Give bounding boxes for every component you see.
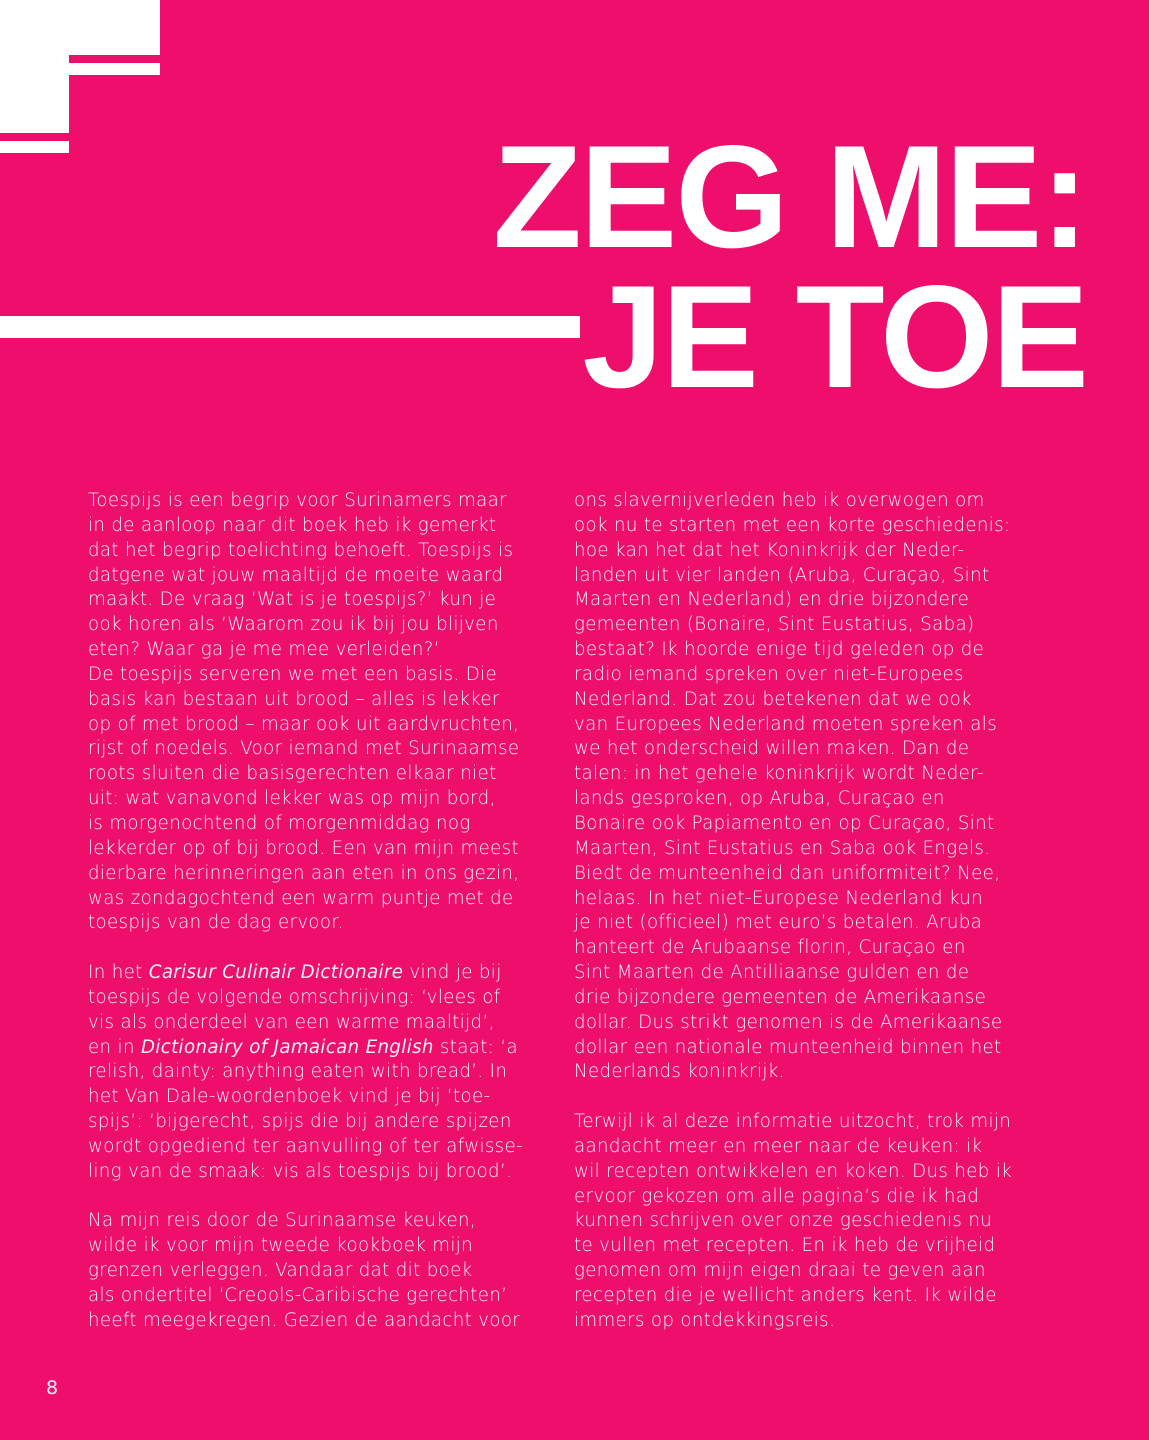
text-line: bestaat? Ik hoorde enige tijd geleden op de [574, 639, 985, 661]
text-line: rijst of noedels. Voor iemand met Surinaamse [88, 738, 520, 760]
book-title-carisur: Carisur Culinair Dictionaire [148, 962, 404, 984]
text-line: ervoor gekozen om alle pagina’s die ik had [574, 1185, 980, 1207]
text-line: hanteert de Arubaanse florin, Curaçao en [574, 937, 966, 959]
text-line: wil recepten ontwikkelen en koken. Dus heb ik [574, 1160, 1013, 1182]
text-run: staat: ‘a [433, 1036, 518, 1058]
text-line: relish, dainty: anything eaten with bread’. In [88, 1061, 508, 1083]
corner-block-left [0, 55, 69, 133]
text-line: recepten die je wellicht anders kent. Ik wilde [574, 1285, 997, 1306]
text-line: De toespijs serveren we met een basis. Die [88, 663, 498, 685]
corner-block-top [0, 0, 160, 55]
paragraph-gap [88, 1185, 558, 1210]
text-line: Biedt de munteenheid dan uniformiteit? Nee, [574, 862, 1001, 884]
text-line: wilde ik voor mijn tweede kookboek mijn [88, 1235, 474, 1257]
text-line: Na mijn reis door de Surinaamse keuken, [88, 1210, 477, 1232]
text-line: ook horen als ‘Waarom zou ik bij jou blijven [88, 614, 499, 636]
text-line: we het onderscheid willen maken. Dan de [574, 738, 970, 760]
text-line: gemeenten (Bonaire, Sint Eustatius, Saba) [574, 614, 975, 636]
text-run: vind je bij [403, 962, 502, 984]
text-run: In het [88, 962, 149, 984]
text-line: was zondagochtend een warm puntje met de [88, 887, 514, 909]
text-line: Nederland. Dat zou betekenen dat we ook [574, 688, 972, 710]
text-line: genomen om mijn eigen draai te geven aan [574, 1260, 986, 1282]
paragraph-gap [88, 936, 558, 961]
text-line: is morgenochtend of morgenmiddag nog [88, 812, 471, 834]
text-line: ling van de smaak: vis als toespijs bij brood’. [88, 1160, 513, 1182]
text-line: Terwijl ik al deze informatie uitzocht, trok mijn [574, 1111, 1012, 1133]
text-line: toespijs de volgende omschrijving: ‘vlees of [88, 986, 501, 1008]
text-line: van Europees Nederland moeten spreken als [574, 713, 998, 735]
text-line: hoe kan het dat het Koninkrijk der Neder- [574, 539, 965, 561]
text-line: toespijs van de dag ervoor. [88, 912, 344, 934]
text-line: datgene wat jouw maaltijd de moeite waard [88, 564, 504, 586]
body-column-right [574, 489, 1044, 1334]
text-line: ook nu te starten met een korte geschiedenis: [574, 514, 1011, 536]
page-title-line-1: ZEG ME: [492, 115, 1087, 278]
text-line: Sint Maarten de Antilliaanse gulden en de [574, 962, 970, 984]
text-line: maakt. De vraag ‘Wat is je toespijs?’ kun je [88, 589, 497, 611]
text-line: talen: in het gehele koninkrijk wordt Neder- [574, 763, 984, 785]
text-line: Maarten, Sint Eustatius en Saba ook Engels. [574, 837, 991, 859]
text-line: dat het begrip toelichting behoeft. Toespijs is [88, 539, 514, 561]
text-line: het Van Dale-woordenboek vind je bij ‘toe- [88, 1086, 491, 1108]
text-line: Nederlands koninkrijk. [574, 1061, 785, 1083]
text-line: eten? Waar ga je me mee verleiden?’ [88, 639, 440, 661]
text-line: lekkerder op of bij brood. Een van mijn meest [88, 837, 519, 859]
text-line: roots sluiten die basisgerechten elkaar niet [88, 763, 497, 785]
text-line: Maarten en Nederland) en drie bijzondere [574, 589, 970, 611]
text-line: heeft meegekregen. Gezien de aandacht voor [88, 1309, 521, 1331]
text-line: Bonaire ook Papiamento en op Curaçao, Sint [574, 812, 995, 834]
text-line: lands gesproken, op Aruba, Curaçao en [574, 788, 945, 810]
text-line: landen uit vier landen (Aruba, Curaçao, Sint [574, 564, 990, 586]
text-line: te vullen met recepten. En ik heb de vrijheid [574, 1235, 996, 1257]
paragraph-gap [574, 1085, 1044, 1110]
corner-stripe-lower [0, 141, 69, 153]
text-line: als ondertitel ‘Creools-Caribische gerechten’ [88, 1285, 508, 1306]
text-line: wordt opgediend ter aanvulling of ter afwisse- [88, 1135, 523, 1157]
text-line: in de aanloop naar dit boek heb ik gemerkt [88, 514, 497, 536]
text-line: aandacht meer en meer naar de keuken: ik [574, 1135, 983, 1157]
body-column-left [88, 489, 558, 1334]
text-line: kunnen schrijven over onze geschiedenis nu [574, 1210, 993, 1232]
text-line [88, 1036, 558, 1061]
text-line: Toespijs is een begrip voor Surinamers maar [88, 490, 507, 511]
text-line: uit: wat vanavond lekker was op mijn bord, [88, 788, 496, 810]
text-line: ons slavernijverleden heb ik overwogen om [574, 490, 985, 511]
page-number: 8 [46, 1377, 59, 1399]
text-line: dollar. Dus strikt genomen is de Amerikaanse [574, 1011, 1003, 1033]
title-rule [0, 316, 580, 338]
page-title-line-2: JE TOE [582, 255, 1087, 418]
text-line: dierbare herinneringen aan eten in ons gezin, [88, 862, 520, 884]
text-line: basis kan bestaan uit brood – alles is lekker [88, 688, 500, 710]
text-line: vis als onderdeel van een warme maaltijd’, [88, 1011, 495, 1033]
text-line [88, 961, 558, 986]
text-line: grenzen verleggen. Vandaar dat dit boek [88, 1260, 473, 1282]
text-line: immers op ontdekkingsreis. [574, 1309, 836, 1331]
text-line: je niet (officieel) met euro’s betalen. Aruba [574, 912, 983, 934]
text-line: radio iemand spreken over niet-Europees [574, 663, 964, 685]
text-line: spijs’: ‘bijgerecht, spijs die bij andere spijzen [88, 1111, 512, 1133]
book-title-jamaican: Dictionairy of Jamaican English [140, 1036, 434, 1058]
text-line: drie bijzondere gemeenten de Amerikaanse [574, 986, 987, 1008]
text-run: en in [88, 1036, 141, 1058]
text-line: op of met brood – maar ook uit aardvruchten, [88, 713, 520, 735]
text-line: dollar een nationale munteenheid binnen het [574, 1036, 1002, 1058]
text-line: helaas. In het niet-Europese Nederland kun [574, 887, 984, 909]
corner-stripe-upper [69, 63, 160, 75]
